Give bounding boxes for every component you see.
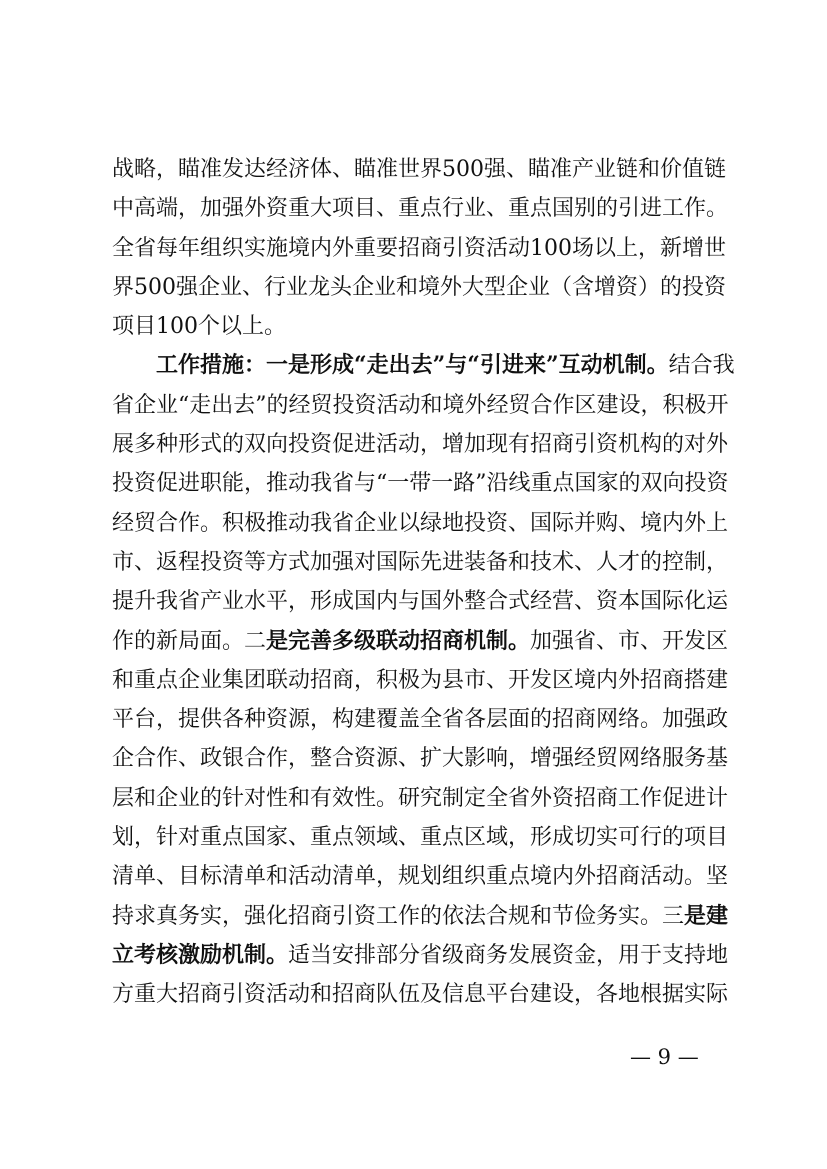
text-run: 加强省、市、开发区	[530, 628, 729, 654]
bold-text: 是建	[684, 902, 729, 929]
page-number: — 9 —	[630, 1045, 699, 1069]
text-run: 平台，提供各种资源，构建覆盖全省各层面的招商网络。加强政	[112, 707, 729, 733]
text-line	[112, 857, 729, 896]
text-line	[112, 700, 729, 739]
text-run: 界500强企业、行业龙头企业和境外大型企业（含增资）的投资	[112, 274, 726, 300]
text-run: 中高端，加强外资重大项目、重点行业、重点国别的引进工作。	[112, 196, 729, 222]
text-run: 结合我	[668, 353, 735, 379]
text-run: 展多种形式的双向投资促进活动，增加现有招商引资机构的对外	[112, 432, 729, 458]
text-line	[112, 975, 729, 1014]
text-run: 投资促进职能，推动我省与“一带一路”沿线重点国家的双向投资	[112, 471, 729, 497]
text-run: 清单、目标清单和活动清单，规划组织重点境内外招商活动。坚	[112, 864, 729, 890]
text-run: 市、返程投资等方式加强对国际先进装备和技术、人才的控制，	[112, 549, 729, 575]
text-line	[112, 897, 729, 936]
text-line	[112, 386, 729, 425]
text-line	[112, 307, 724, 346]
text-line	[112, 504, 729, 543]
bold-text: 是完善多级联动招商机制。	[266, 627, 531, 654]
text-line	[112, 346, 735, 385]
text-line	[112, 464, 729, 503]
text-line	[112, 543, 729, 582]
text-run: 方重大招商引资活动和招商队伍及信息平台建设，各地根据实际	[112, 982, 729, 1008]
text-line	[112, 229, 724, 268]
text-run: 省企业“走出去”的经贸投资活动和境外经贸合作区建设，积极开	[112, 392, 729, 418]
text-line	[112, 189, 729, 228]
text-run: 和重点企业集团联动招商，积极为县市、开发区境内外招商搭建	[112, 667, 729, 693]
text-run: 提升我省产业水平，形成国内与国外整合式经营、资本国际化运	[112, 589, 729, 615]
text-run: 项目100个以上。	[112, 314, 286, 340]
text-line	[112, 622, 729, 661]
text-run: 层和企业的针对性和有效性。研究制定全省外资招商工作促进计	[112, 785, 729, 811]
text-run: 经贸合作。积极推动我省企业以绿地投资、国际并购、境内外上	[112, 510, 729, 536]
text-line	[112, 425, 729, 464]
text-line	[112, 268, 724, 307]
text-line	[112, 936, 729, 975]
text-line	[112, 661, 729, 700]
document-body	[112, 150, 735, 1015]
text-run: 企合作、政银合作，整合资源、扩大影响，增强经贸网络服务基	[112, 746, 729, 772]
bold-text: 工作措施：一是形成“走出去”与“引进来”互动机制。	[156, 352, 669, 379]
text-line	[112, 818, 729, 857]
bold-text: 立考核激励机制。	[112, 941, 289, 968]
text-line	[112, 739, 729, 778]
text-run: 全省每年组织实施境内外重要招商引资活动100场以上，新增世	[112, 235, 726, 261]
text-run: 划，针对重点国家、重点领域、重点区域，形成切实可行的项目	[112, 825, 729, 851]
text-line	[112, 150, 724, 189]
text-line	[112, 582, 729, 621]
text-run: 战略，瞄准发达经济体、瞄准世界500强、瞄准产业链和价值链	[112, 157, 726, 182]
text-run: 持求真务实，强化招商引资工作的依法合规和节俭务实。三	[112, 903, 685, 929]
text-run: 作的新局面。二	[112, 628, 267, 654]
text-line	[112, 779, 729, 818]
body-text	[112, 150, 735, 1015]
text-run: 适当安排部分省级商务发展资金，用于支持地	[288, 942, 729, 968]
